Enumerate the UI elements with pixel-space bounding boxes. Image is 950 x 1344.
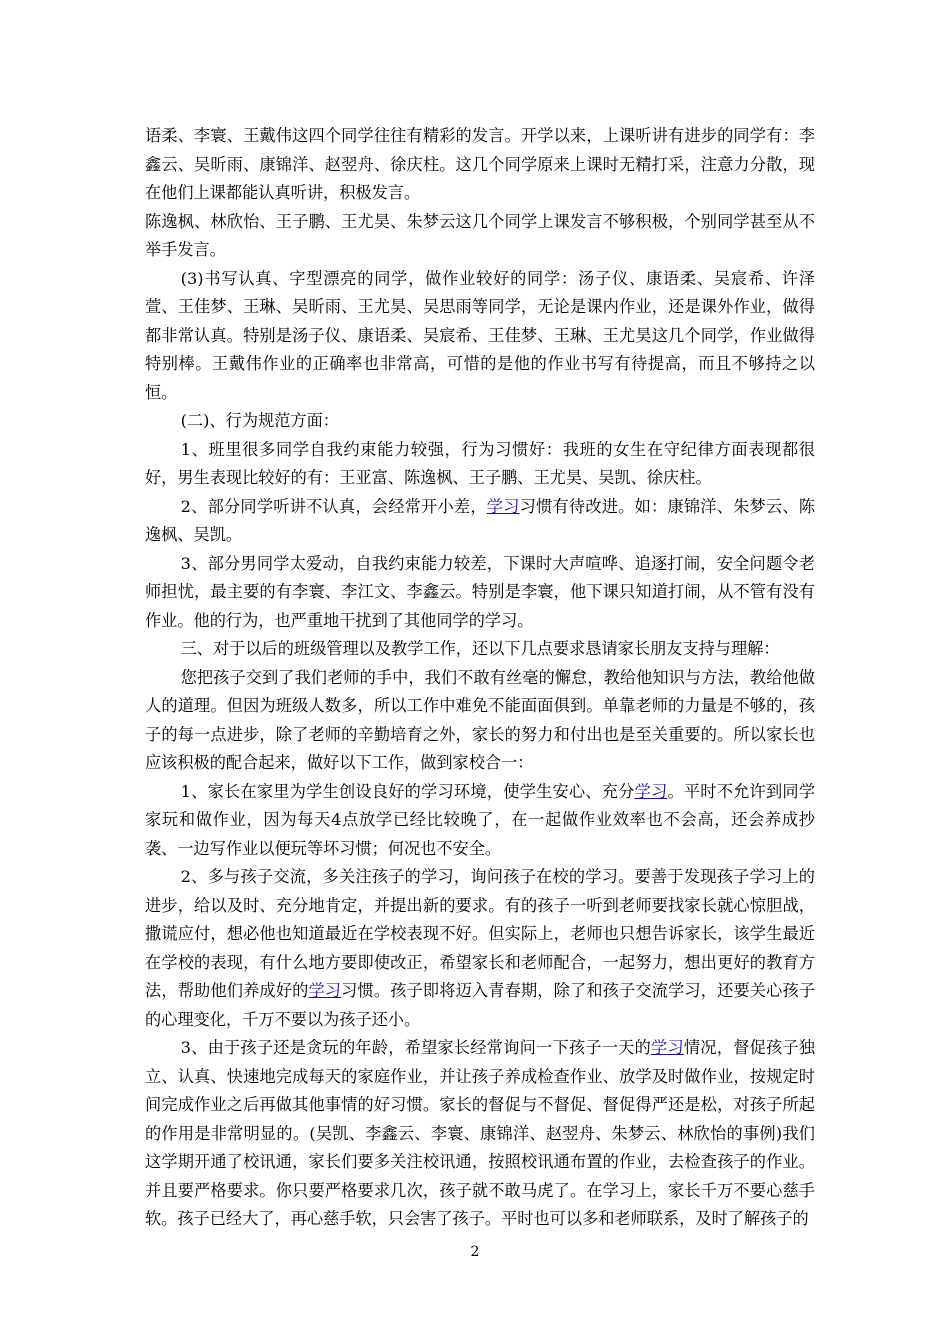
paragraph-text: 语柔、李寰、王戴伟这四个同学往往有精彩的发言。开学以来，上课听讲有进步的同学有：李鑫云、吴昕雨、康锦洋、赵翌舟、徐庆柱。这几个同学原来上课时无精打采，注意力分散，现在他们上课都能认真听讲，积极发言。 [145,126,815,202]
paragraph [145,265,815,408]
study-link[interactable]: 学习 [308,981,342,1000]
paragraph-text: 2、部分同学听讲不认真，会经常开小差， [180,496,487,516]
study-link[interactable]: 学习 [651,1038,684,1057]
paragraph-text: 1、班里很多同学自我约束能力较强，行为习惯好：我班的女生在守纪律方面表现都很好，男生表现比较好的有：王亚富、陈逸枫、王子鹏、王尤昊、吴凯、徐庆柱。 [145,439,815,487]
paragraph [145,664,815,778]
paragraph-text: 习惯。孩子即将迈入青春期，除了和孩子交流学习，还要关心孩子的心理变化，千万不要以为孩子还小。 [145,981,816,1029]
study-link[interactable]: 学习 [634,781,668,801]
paragraph [145,778,815,864]
paragraph [145,436,815,493]
paragraph-text: 1、家长在家里为学生创设良好的学习环境，使学生安心、充分 [180,781,635,801]
paragraph [145,1034,815,1234]
paragraph-text: 您把孩子交到了我们老师的手中，我们不敢有丝毫的懈怠，教给他知识与方法，教给他做人的道理。但因为班级人数多，所以工作中难免不能面面俱到。单靠老师的力量是不够的，孩子的每一点进步，除了老师的辛勤培育之外，家长的努力和付出也是至关重要的。所以家长也应该积极的配合起来，做好以下工作，做到家校合一： [145,667,815,772]
study-link[interactable]: 学习 [486,496,520,516]
paragraph-text: 陈逸枫、林欣怡、王子鹏、王尤昊、朱梦云这几个同学上课发言不够积极，个别同学甚至从不举手发言。 [145,211,815,259]
paragraph [145,493,815,550]
paragraph [145,550,815,636]
paragraph [145,863,815,1034]
paragraph-text: 习惯有待改进。如：康锦洋、朱梦云、陈逸枫、吴凯。 [145,496,816,544]
paragraph-text: 。平时不允许到同学家玩和做作业，因为每天4点放学已经比较晚了，在一起做作业效率也不会高，还会养成抄袭、一边写作业以便玩等坏习惯；何况也不安全。 [145,781,816,858]
document-body [145,122,815,1234]
paragraph-text: 三、对于以后的班级管理以及教学工作，还以下几点要求恳请家长朋友支持与理解： [180,639,780,658]
paragraph-text: 2、多与孩子交流，多关注孩子的学习，询问孩子在校的学习。要善于发现孩子学习上的进步，给以及时、充分地肯定，并提出新的要求。有的孩子一听到老师要找家长就心惊胆战，撒谎应付，想必他也知道最近在学校表现不好。但实际上，老师也只想告诉家长，该学生最近在学校的表现，有什么地方要即使改正，希望家长和老师配合，一起努力，想出更好的教育方法，帮助他们养成好的 [145,867,815,1000]
paragraph [145,122,815,208]
paragraph [145,407,815,436]
page-number: 2 [470,1244,480,1260]
paragraph [145,208,815,265]
paragraph [145,635,815,664]
paragraph-text: 3、部分男同学太爱动，自我约束能力较差，下课时大声喧哗、追逐打闹，安全问题令老师担忧，最主要的有李寰、李江文、李鑫云。特别是李寰，他下课只知道打闹，从不管有没有作业。他的行为，也严重地干扰到了其他同学的学习。 [145,553,815,630]
paragraph-text: 情况，督促孩子独立、认真、快速地完成每天的家庭作业，并让孩子养成检查作业、放学及时做作业，按规定时间完成作业之后再做其他事情的好习惯。家长的督促与不督促、督促得严还是松，对孩子所起的作用是非常明显的。(吴凯、李鑫云、李寰、康锦洋、赵翌舟、朱梦云、林欣怡的事例)我们这学期开通了校讯通，家长们要多关注校讯通，按照校讯通布置的作业，去检查孩子的作业。并且要严格要求。你只要严格要求几次，孩子就不敢马虎了。在学习上，家长千万不要心慈手软。孩子已经大了，再心慈手软，只会害了孩子。平时也可以多和老师联系，及时了解孩子的 [145,1038,816,1228]
paragraph-text: (3)书写认真、字型漂亮的同学，做作业较好的同学：汤子仪、康语柔、吴宸希、许泽萱、王佳梦、王琳、吴昕雨、王尤昊、吴思雨等同学，无论是课内作业，还是课外作业，做得都非常认真。特别是汤子仪、康语柔、吴宸希、王佳梦、王琳、王尤昊这几个同学，作业做得特别棒。王戴伟作业的正确率也非常高，可惜的是他的作业书写有待提高，而且不够持之以恒。 [145,268,815,402]
paragraph-text: 3、由于孩子还是贪玩的年龄，希望家长经常询问一下孩子一天的 [180,1038,652,1057]
paragraph-text: (二)、行为规范方面： [180,411,339,430]
